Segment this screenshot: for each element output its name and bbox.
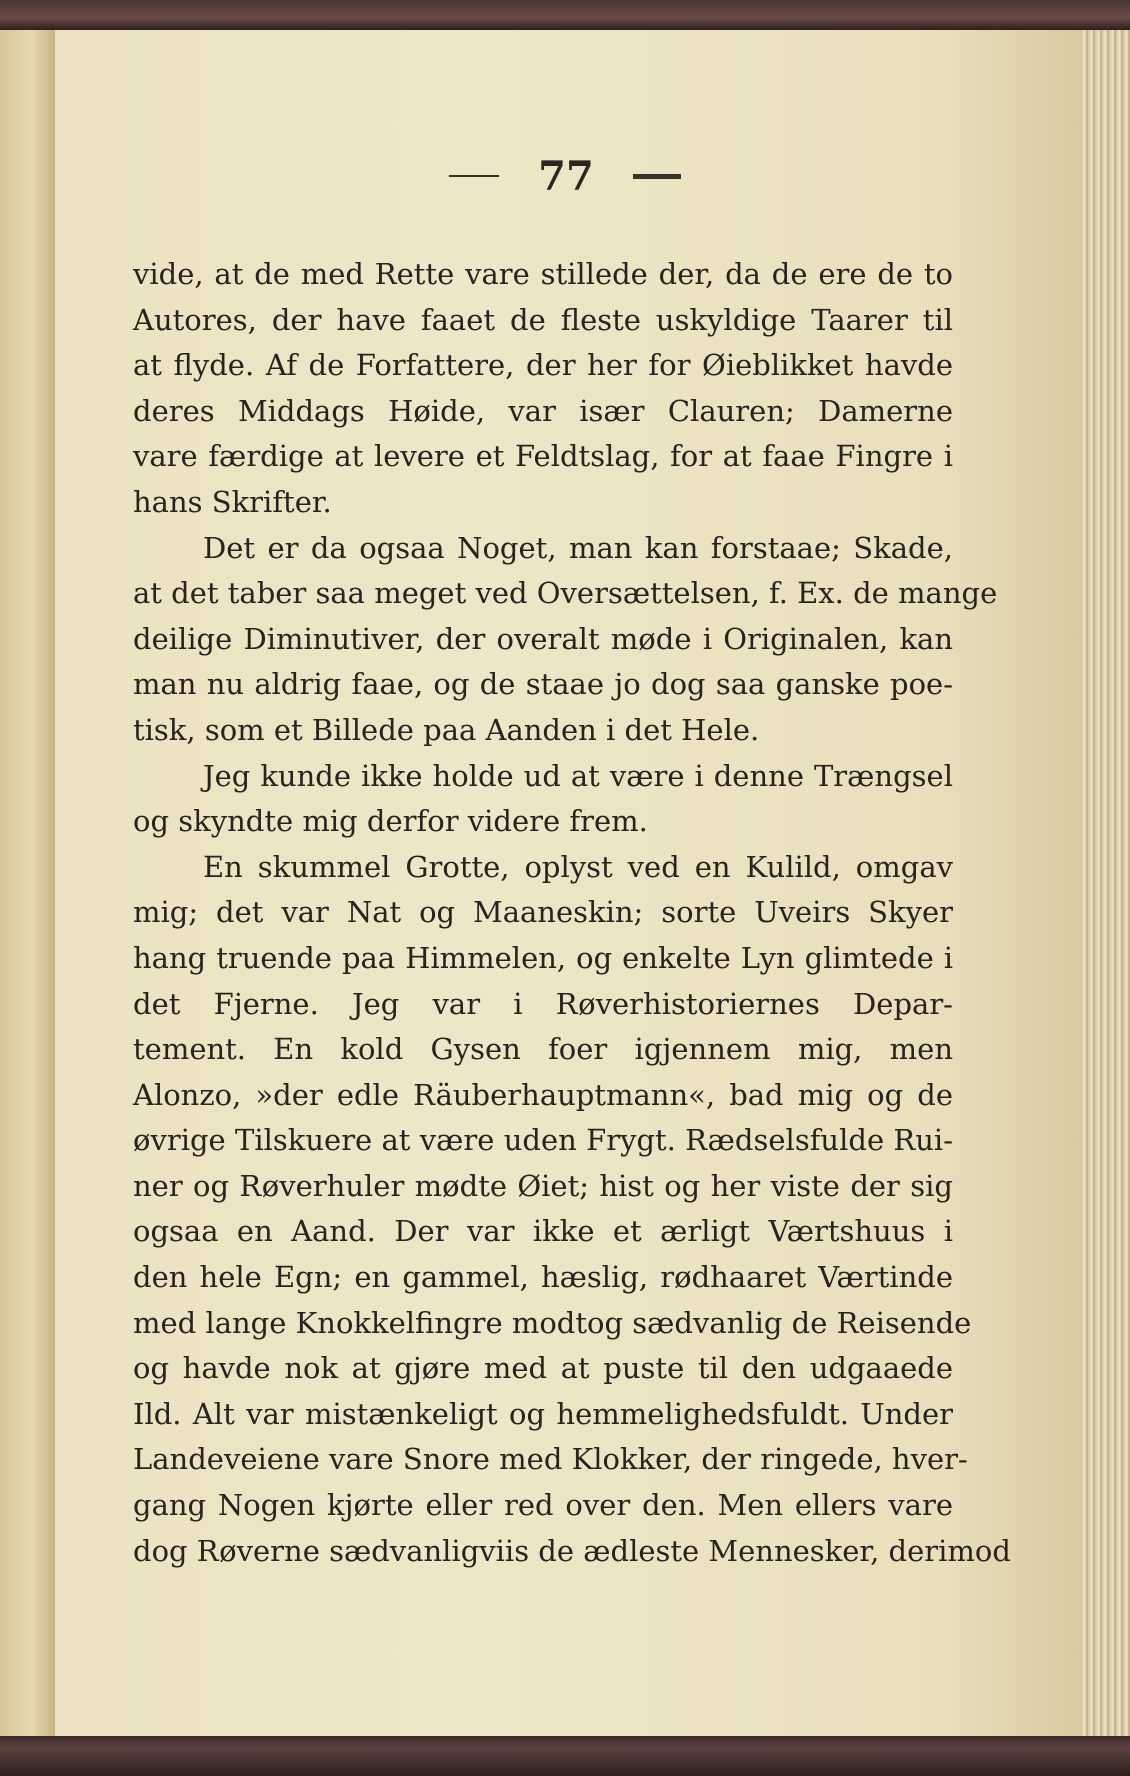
- text-line: Det er da ogsaa Noget, man kan forstaae; Skade,: [203, 530, 953, 565]
- header-rule-right: [633, 174, 681, 179]
- text-line: man nu aldrig faae, og de staae jo dog saa ganske poe-: [133, 667, 953, 702]
- body-text: [133, 252, 1011, 1574]
- text-line: at flyde. Af de Forfattere, der her for Øieblikket havde: [133, 348, 953, 383]
- text-line: dog Røverne sædvanligviis de ædleste Mennesker, derimod: [133, 1533, 1011, 1568]
- text-line: Autores, der have faaet de fleste uskyldige Taarer til: [133, 302, 953, 337]
- text-line: Alonzo, »der edle Räuberhauptmann«, bad mig og de: [133, 1077, 953, 1112]
- text-line: En skummel Grotte, oplyst ved en Kulild, omgav: [203, 849, 953, 884]
- text-line: vare færdige at levere et Feldtslag, for at faae Fingre i: [133, 439, 953, 474]
- text-line: gang Nogen kjørte eller red over den. Men ellers vare: [133, 1488, 953, 1523]
- text-line: og skyndte mig derfor videre frem.: [133, 804, 648, 839]
- text-line: Ild. Alt var mistænkeligt og hemmelighedsfuldt. Under: [133, 1396, 953, 1431]
- text-line: deres Middags Høide, var især Clauren; Damerne: [133, 393, 953, 428]
- text-line: deilige Diminutiver, der overalt møde i Originalen, kan: [133, 621, 953, 656]
- page-number: 77: [538, 152, 594, 200]
- text-line: den hele Egn; en gammel, hæslig, rødhaaret Værtinde: [133, 1260, 953, 1295]
- text-line: øvrige Tilskuere at være uden Frygt. Rædselsfulde Rui-: [133, 1123, 953, 1158]
- header-rule-left: [449, 175, 499, 177]
- text-line: Jeg kunde ikke holde ud at være i denne Trængsel: [203, 758, 953, 793]
- text-line: det Fjerne. Jeg var i Røverhistoriernes Depar-: [133, 986, 953, 1021]
- text-line: Landeveiene vare Snore med Klokker, der ringede, hver-: [133, 1442, 968, 1477]
- text-line: tement. En kold Gysen foer igjennem mig, men: [133, 1032, 953, 1067]
- text-line: hang truende paa Himmelen, og enkelte Lyn glimtede i: [133, 940, 953, 975]
- page-stack-edge: [1082, 30, 1130, 1736]
- text-line: ner og Røverhuler mødte Øiet; hist og her viste der sig: [133, 1168, 953, 1203]
- text-line: tisk, som et Billede paa Aanden i det Hele.: [133, 712, 760, 747]
- text-line: at det taber saa meget ved Oversættelsen, f. Ex. de mange: [133, 576, 998, 611]
- text-line: med lange Knokkelfingre modtog sædvanlig de Reisende: [133, 1305, 972, 1340]
- text-line: vide, at de med Rette vare stillede der, da de ere de to: [133, 257, 953, 291]
- facing-page-edge: [0, 30, 57, 1736]
- text-line: hans Skrifter.: [133, 484, 332, 519]
- text-line: mig; det var Nat og Maaneskin; sorte Uveirs Skyer: [133, 895, 953, 930]
- text-line: ogsaa en Aand. Der var ikke et ærligt Værtshuus i: [133, 1214, 953, 1249]
- page-header: [0, 150, 1130, 210]
- text-line: og havde nok at gjøre med at puste til den udgaaede: [133, 1351, 953, 1386]
- book-cover-top: [0, 0, 1130, 30]
- book-cover-bottom: [0, 1736, 1130, 1776]
